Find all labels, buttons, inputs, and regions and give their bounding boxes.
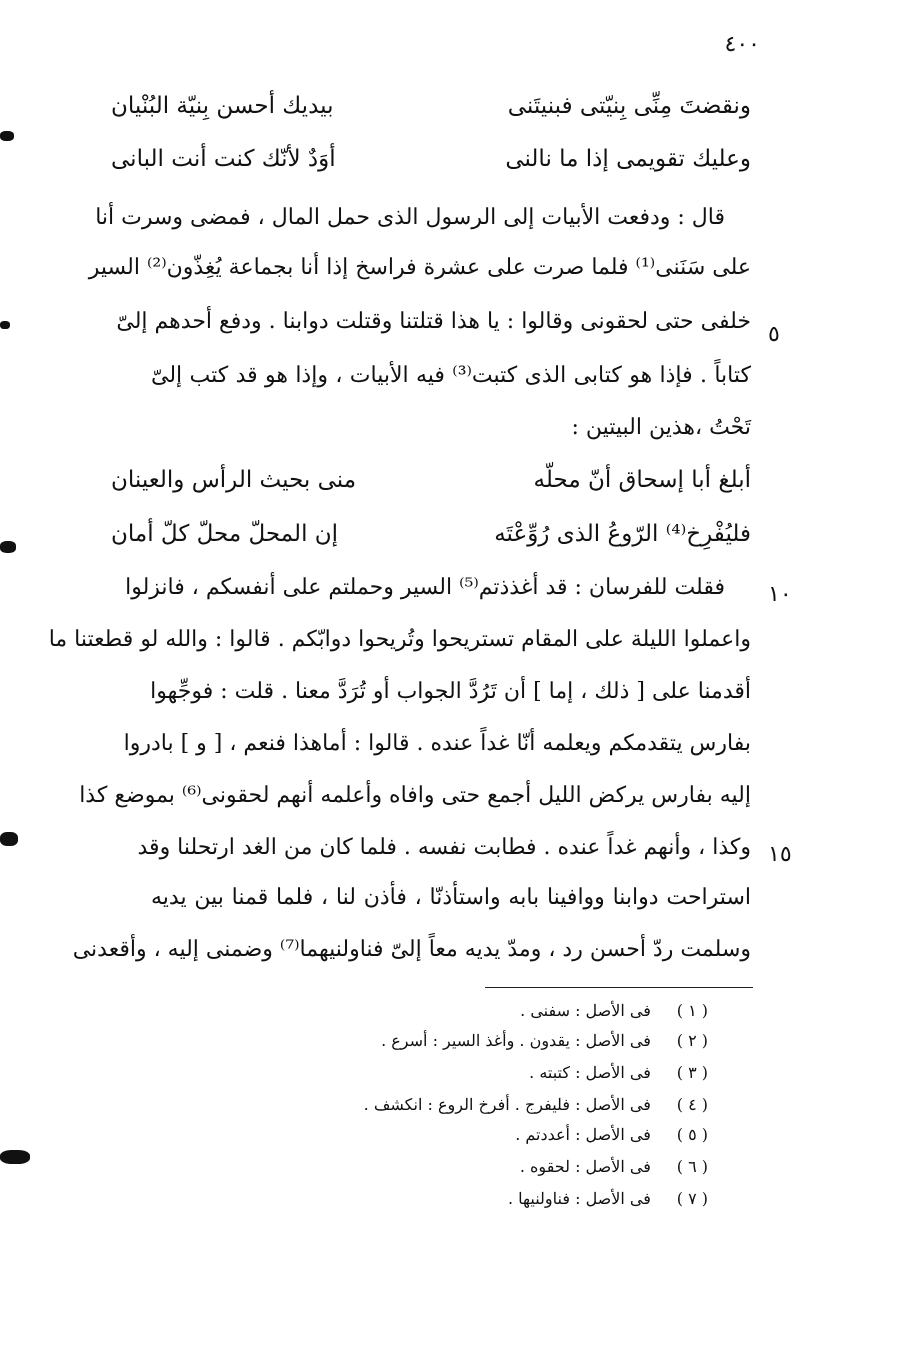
prose-line: على سَنَنى⁽¹⁾ فلما صرت على عشرة فراسخ إذا أنا بجماعة يُغِذّون⁽²⁾ السير bbox=[88, 255, 751, 280]
line-number-15: ١٥ bbox=[768, 842, 792, 867]
footnote bbox=[529, 1058, 708, 1088]
prose-line: إليه بفارس يركض الليل أجمع حتى وافاه وأعلمه أنهم لحقونى⁽⁶⁾ بموضع كذا bbox=[79, 783, 751, 808]
prose-line: قال : ودفعت الأبيات إلى الرسول الذى حمل المال ، فمضى وسرت أنا bbox=[95, 205, 725, 230]
verse-line bbox=[111, 460, 751, 500]
prose-line: وكذا ، وأنهم غداً عنده . فطابت نفسه . فلما كان من الغد ارتحلنا وقد bbox=[137, 835, 751, 860]
page-number: ٤٠٠ bbox=[724, 32, 760, 57]
verse-line bbox=[111, 514, 751, 554]
footnote-rule bbox=[485, 987, 753, 988]
verse-hemistich-first: وعليك تقويمى إذا ما نالنى bbox=[505, 146, 751, 172]
verse-line bbox=[111, 139, 751, 179]
verse-hemistich-second: منى بحيث الرأس والعينان bbox=[111, 467, 357, 493]
scan-artifact bbox=[0, 321, 10, 329]
prose-line: كتاباً . فإذا هو كتابى الذى كتبت⁽³⁾ فيه الأبيات ، وإذا هو قد كتب إلىّ bbox=[151, 363, 751, 388]
footnote-text: فى الأصل : كتبته . bbox=[529, 1063, 651, 1082]
scan-artifact bbox=[0, 832, 18, 846]
footnote-text: فى الأصل : سفنى . bbox=[520, 1001, 651, 1020]
verse-line bbox=[111, 86, 751, 126]
verse-hemistich-second: أوَدٌ لأنّك كنت أنت البانى bbox=[111, 146, 336, 172]
verse-hemistich-second: إن المحلّ محلّ كلّ أمان bbox=[111, 521, 339, 547]
footnote-number: ( ٦ ) bbox=[676, 1157, 708, 1176]
footnote bbox=[515, 1120, 708, 1150]
verse-hemistich-first: أبلغ أبا إسحاق أنّ محلّه bbox=[533, 467, 751, 493]
footnote-number: ( ٥ ) bbox=[676, 1125, 708, 1144]
prose-line: واعملوا الليلة على المقام تستريحوا وتُريحوا دوابّكم . قالوا : والله لو قطعتنا ما bbox=[48, 627, 751, 652]
footnote-text: فى الأصل : أعددتم . bbox=[515, 1125, 651, 1144]
footnote bbox=[520, 1152, 708, 1182]
footnote bbox=[508, 1184, 708, 1214]
footnote-number: ( ٣ ) bbox=[676, 1063, 708, 1082]
footnote-text: فى الأصل : لحقوه . bbox=[519, 1157, 651, 1176]
prose-line: وسلمت ردّ أحسن رد ، ومدّ يديه معاً إلىّ فناولنيهما⁽⁷⁾ وضمنى إليه ، وأقعدنى bbox=[72, 937, 751, 962]
scan-artifact bbox=[0, 541, 16, 553]
footnote bbox=[381, 1026, 708, 1056]
footnote-number: ( ٤ ) bbox=[676, 1095, 708, 1114]
footnote-text: فى الأصل : فليفرج . أفرخ الروع : انكشف . bbox=[363, 1095, 651, 1114]
footnote-number: ( ٢ ) bbox=[676, 1031, 708, 1050]
prose-line: أقدمنا على [ ذلك ، إما ] أن تَرُدَّ الجواب أو تُرَدَّ معنا . قلت : فوجِّهوا bbox=[150, 679, 751, 704]
footnote bbox=[520, 996, 708, 1026]
footnote-text: فى الأصل : فناولنيها . bbox=[507, 1189, 651, 1208]
verse-hemistich-first: ونقضتَ مِنِّى بِنيّتى فبنيتَنى bbox=[507, 93, 751, 119]
footnote-number: ( ٧ ) bbox=[676, 1189, 708, 1208]
prose-line: تَحْتُ ،هذين البيتين : bbox=[571, 415, 751, 440]
prose-line: خلفى حتى لحقونى وقالوا : يا هذا قتلتنا وقتلت دوابنا . ودفع أحدهم إلىّ bbox=[116, 309, 751, 334]
line-number-5: ٥ bbox=[768, 322, 780, 347]
footnote-text: فى الأصل : يقدون . وأغذ السير : أسرع . bbox=[381, 1031, 651, 1050]
footnote bbox=[364, 1090, 708, 1120]
line-number-10: ١٠ bbox=[768, 582, 792, 607]
scan-artifact bbox=[0, 1150, 30, 1164]
footnote-number: ( ١ ) bbox=[676, 1001, 708, 1020]
prose-line: فقلت للفرسان : قد أغذذتم⁽⁵⁾ السير وحملتم على أنفسكم ، فانزلوا bbox=[125, 575, 725, 600]
prose-line: استراحت دوابنا ووافينا بابه واستأذنّا ، فأذن لنا ، فلما قمنا بين يديه bbox=[151, 885, 751, 910]
scan-artifact bbox=[0, 131, 14, 141]
prose-line: بفارس يتقدمكم ويعلمه أنّا غداً عنده . قالوا : أماهذا فنعم ، [ و ] بادروا bbox=[123, 731, 751, 756]
verse-hemistich-second: بيديك أحسن بِنيّة البُنْيان bbox=[111, 93, 334, 119]
verse-hemistich-first: فليُفْرِخ⁽⁴⁾ الرّوعُ الذى رُوِّعْتَه bbox=[494, 521, 751, 547]
